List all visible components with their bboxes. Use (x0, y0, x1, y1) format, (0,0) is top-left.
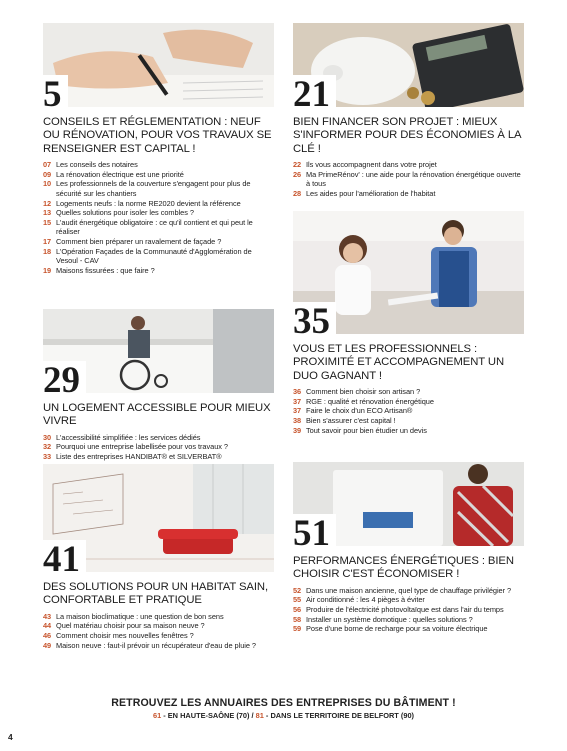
photo-notary-signing (43, 23, 274, 107)
toc-section-51 (293, 462, 524, 634)
toc-item[interactable]: 19 Maisons fissurées : que faire ? (43, 265, 155, 275)
page-number-badge: 21 (293, 75, 336, 107)
section-title: PERFORMANCES ÉNERGÉTIQUES : BIEN CHOISIR C'EST ÉCONOMISER ! (293, 555, 514, 581)
toc-item[interactable]: 15 L'audit énergétique obligatoire : ce qu'il contient et qui peut le réaliser (43, 217, 253, 237)
footer-link1-page[interactable]: 61 (152, 711, 162, 720)
toc-item[interactable]: 56 Produire de l'électricité photovoltaïque est dans l'air du temps (293, 605, 504, 614)
toc-item[interactable]: 18 L'Opération Façades de la Communauté d'Agglomération de Vesoul - CAV (43, 246, 252, 266)
toc-item[interactable]: 55 Air conditionné : les 4 pièges à éviter (293, 595, 425, 605)
toc-item[interactable]: 36 Comment bien choisir son artisan ? (293, 387, 421, 397)
footer-link2-text[interactable]: - DANS LE TERRITOIRE DE BELFORT (90) (263, 711, 415, 720)
footer-link2-page[interactable]: 81 (255, 711, 264, 720)
toc-item[interactable]: 52 Dans une maison ancienne, quel type de chauffage privilégier ? (293, 585, 512, 595)
page-number-badge: 29 (43, 361, 86, 393)
page-number-badge: 35 (293, 302, 336, 334)
toc-item[interactable]: 37 Faire le choix d'un ECO Artisan® (293, 406, 413, 416)
photo-couple-with-artisan (293, 211, 524, 334)
toc-item[interactable]: 59 Pose d'une borne de recharge pour sa voiture électrique (293, 624, 488, 634)
toc-list (293, 586, 524, 634)
section-title: CONSEILS ET RÉGLEMENTATION : NEUF OU RÉNOVATION, POUR VOS TRAVAUX SE RENSEIGNER EST CAPITAL ! (43, 116, 272, 155)
toc-item[interactable]: 38 Bien s'assurer c'est capital ! (293, 416, 396, 425)
footer-banner (0, 697, 567, 720)
toc-list (43, 160, 274, 275)
section-title: VOUS ET LES PROFESSIONNELS : PROXIMITÉ ET ACCOMPAGNEMENT UN DUO GAGNANT ! (293, 343, 505, 382)
toc-section-41 (43, 464, 274, 650)
footer-links (0, 711, 567, 720)
photo-sketch-living-room (43, 464, 274, 572)
photo-illustration (43, 23, 274, 107)
toc-item[interactable]: 26 Ma PrimeRénov' : une aide pour la rénovation énergétique ouverte à tous (293, 169, 521, 189)
toc-item[interactable]: 07 Les conseils des notaires (43, 160, 138, 170)
photo-boiler-technician (293, 462, 524, 546)
footer-link1-text[interactable]: - EN HAUTE-SAÔNE (70) (161, 711, 252, 720)
toc-item[interactable]: 37 RGE : qualité et rénovation énergétique (293, 396, 434, 406)
toc-item[interactable]: 09 La rénovation électrique est une priorité (43, 169, 184, 179)
toc-item[interactable]: 22 Ils vous accompagnent dans votre projet (293, 160, 437, 170)
toc-item[interactable]: 12 Logements neufs : la norme RE2020 devient la référence (43, 198, 241, 208)
toc-item[interactable]: 17 Comment bien préparer un ravalement de façade ? (43, 236, 222, 246)
toc-section-35 (293, 211, 524, 435)
photo-piggy-bank-calculator (293, 23, 524, 107)
section-title: BIEN FINANCER SON PROJET : MIEUX S'INFORMER POUR DES ÉCONOMIES À LA CLÉ ! (293, 116, 521, 155)
page-folio: 4 (8, 732, 13, 742)
photo-wheelchair-kitchen (43, 309, 274, 393)
toc-section-29 (43, 309, 274, 462)
footer-headline: RETROUVEZ LES ANNUAIRES DES ENTREPRISES DU BÂTIMENT ! (111, 697, 456, 709)
toc-item[interactable]: 30 L'accessibilité simplifiée : les services dédiés (43, 432, 201, 442)
toc-item[interactable]: 46 Comment choisir mes nouvelles fenêtres ? (43, 631, 194, 640)
section-title: DES SOLUTIONS POUR UN HABITAT SAIN, CONFORTABLE ET PRATIQUE (43, 581, 268, 607)
toc-item[interactable]: 33 Liste des entreprises HANDIBAT® et SILVERBAT® (43, 452, 222, 461)
toc-item[interactable]: 32 Pourquoi une entreprise labellisée pour vos travaux ? (43, 442, 228, 452)
toc-item[interactable]: 10 Les professionnels de la couverture s'engagent pour plus de sécurité sur les chantiers (43, 179, 251, 198)
footer-separator: / (251, 711, 256, 720)
page-number-badge: 51 (293, 514, 336, 546)
toc-item[interactable]: 13 Quelles solutions pour isoler les combles ? (43, 208, 194, 218)
toc-list (43, 433, 274, 462)
toc-item[interactable]: 44 Quel matériau choisir pour sa maison neuve ? (43, 621, 205, 631)
toc-section-5 (43, 23, 274, 275)
page-number-badge: 41 (43, 540, 86, 572)
toc-item[interactable]: 58 Installer un système domotique : quelles solutions ? (293, 614, 473, 624)
toc-item[interactable]: 49 Maison neuve : faut-il prévoir un récupérateur d'eau de pluie ? (43, 640, 256, 650)
toc-list (293, 160, 524, 198)
page-number-badge: 5 (43, 75, 68, 107)
toc-section-21 (293, 23, 524, 199)
toc-list (43, 612, 274, 650)
toc-item[interactable]: 39 Tout savoir pour bien étudier un devis (293, 425, 427, 435)
toc-list (293, 387, 524, 435)
toc-item[interactable]: 43 La maison bioclimatique : une question de bon sens (43, 611, 224, 621)
section-title: UN LOGEMENT ACCESSIBLE POUR MIEUX VIVRE (43, 402, 271, 428)
toc-item[interactable]: 28 Les aides pour l'amélioration de l'habitat (293, 189, 436, 198)
